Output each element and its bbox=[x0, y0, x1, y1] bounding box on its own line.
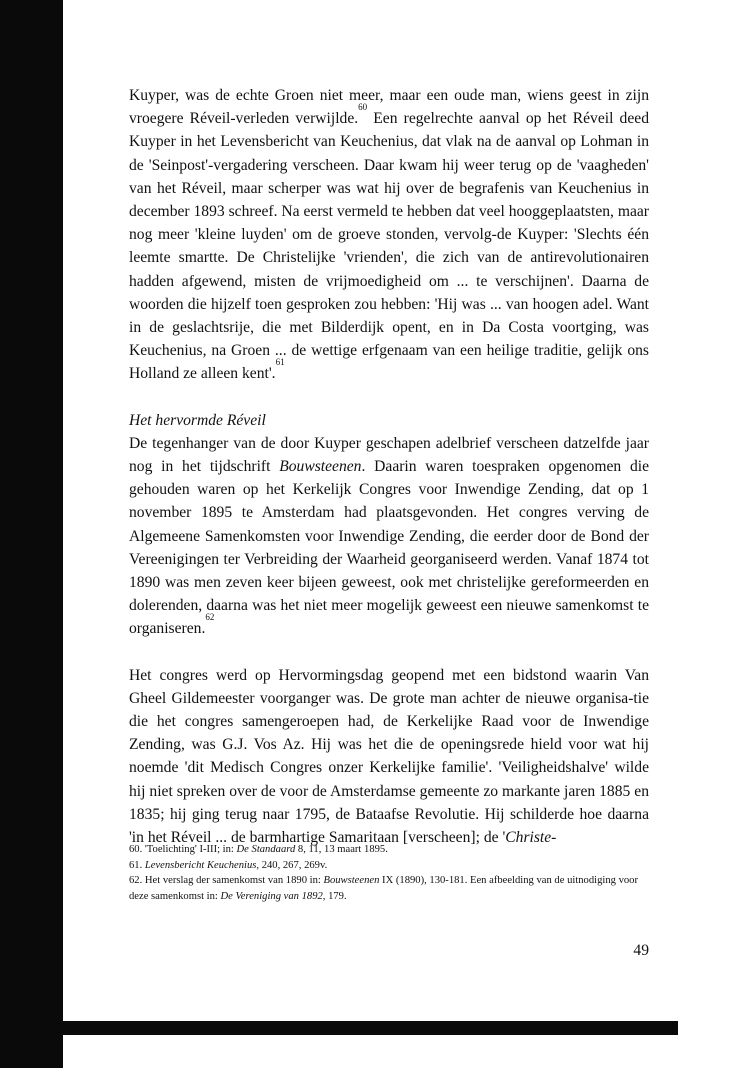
paragraph-2-text-continued: . Daarin waren toespraken opgenomen die gehouden waren op het Kerkelijk Congres voor Inwendige Zending, dat op 1 november 1895 te Amsterdam had plaatsgevonden. Het congres verving de Algemeene Samenkomsten voor Inwendige Zending, die eerder door de Bond der Vereenigingen ter Verbreiding der Waarheid georganiseerd werden. Vanaf 1874 tot 1890 was men zeven keer bijeen geweest, ook met christelijke gereformeerden en dolerenden, daarna was het niet meer mogelijk geweest een nieuwe samenkomst te organiseren. bbox=[129, 458, 649, 638]
footnote-60-title: De Standaard bbox=[236, 844, 296, 855]
section-heading: Het hervormde Réveil bbox=[129, 411, 266, 429]
footnote-61-detail: 240, 267, 269v. bbox=[259, 859, 328, 871]
footnote-61-number: 61. bbox=[129, 859, 145, 871]
paragraph-1-text-continued: Een regelrechte aanval op het Réveil deed Kuyper in het Levensbericht van Keuchenius, dat vlak na de aanval op Lohman in de 'Seinpost'-vergadering verscheen. Daar kwam hij weer terug op de 'vaagheden' van het Réveil, maar scherper was wat hij over de begrafenis van Keuchenius in december 1893 schreef. Na eerst vermeld te hebben dat veel hooggeplaatsten, maar nog meer 'kleine luyden' om de groeve stonden, vervolg-de Kuyper: 'Slechts één leemte smartte. De Christelijke 'vrienden', die zich van de antirevolutionairen hadden afgewend, misten de vrijmoedigheid om ... te verschijnen'. Daarna de woorden die hijzelf toen gesproken zou hebben: 'Hij was ... van hoogen adel. Want in de geslachtsrije, die met Bilderdijk opent, en in Da Costa voortging, was Keuchenius, na Groen ... de wettige erfgenaam van een heilige traditie, gelijk ons Holland ze alleen kent'. bbox=[129, 110, 649, 383]
paragraph-1-text: Kuyper, was de echte Groen niet meer, maar een oude man, wiens geest in zijn vroegere Réveil-verleden verwijlde. bbox=[129, 87, 649, 128]
paragraph-3 bbox=[129, 664, 649, 850]
footnotes bbox=[129, 842, 649, 904]
footnote-60-text: 60. 'Toelichting' I-III; in: bbox=[129, 844, 237, 855]
page-body bbox=[129, 84, 649, 849]
paragraph-2-journal-title: Bouwsteenen bbox=[279, 458, 362, 476]
paragraph-3-italic-text: Christe- bbox=[505, 829, 557, 847]
footnote-60-detail: 8, 11, 13 maart 1895. bbox=[295, 844, 388, 855]
paragraph-2-text: De tegenhanger van de door Kuyper geschapen adelbrief verscheen datzelfde jaar nog in het tijdschrift bbox=[129, 434, 649, 476]
footnote-62-page: 179. bbox=[325, 890, 347, 902]
footnote-62-text: 62. Het verslag der samenkomst van 1890 in: bbox=[129, 875, 324, 887]
footnote-ref-60: 60 bbox=[358, 102, 368, 113]
paragraph-3-text: Het congres werd op Hervormingsdag geopend met een bidstond waarin Van Gheel Gildemeester voorganger was. De grote man achter de nieuwe organisa-tie die het congres samengeroepen had, de Kerkelijke Raad voor de Inwendige Zending, was G.J. Vos Az. Hij was het die de openingsrede hield voor wat hij noemde 'dit Medisch Congres onzer Kerkelijke familie'. 'Veiligheidshalve' wilde hij niet spreken over de voor de Amsterdamse gemeente zo markante jaren 1885 en 1835; hij ging terug naar 1795, de Bataafse Revolutie. Hij schilderde hoe daarna 'in het Réveil ... de barmhartige Samaritaan [verscheen]; de ' bbox=[129, 666, 649, 847]
footnote-62 bbox=[129, 873, 649, 904]
footnote-62-detail: IX (1890), 130-181. Een afbeelding van de uitnodiging voor deze samenkomst in: bbox=[129, 875, 638, 902]
footnote-62-title-2: De Vereniging van 1892, bbox=[220, 890, 326, 902]
footnote-62-title-1: Bouwsteenen bbox=[323, 875, 380, 887]
paragraph-1 bbox=[129, 84, 649, 386]
footnote-61-title: Levensbericht Keuchenius, bbox=[144, 859, 260, 871]
footnote-ref-61: 61 bbox=[275, 357, 285, 368]
scan-border-bottom bbox=[56, 1021, 678, 1035]
scan-border-left bbox=[0, 0, 63, 1068]
footnote-60 bbox=[129, 842, 649, 858]
page-number: 49 bbox=[633, 942, 649, 959]
footnote-61 bbox=[129, 858, 649, 874]
paragraph-2 bbox=[129, 432, 649, 641]
footnote-ref-62: 62 bbox=[205, 612, 215, 623]
